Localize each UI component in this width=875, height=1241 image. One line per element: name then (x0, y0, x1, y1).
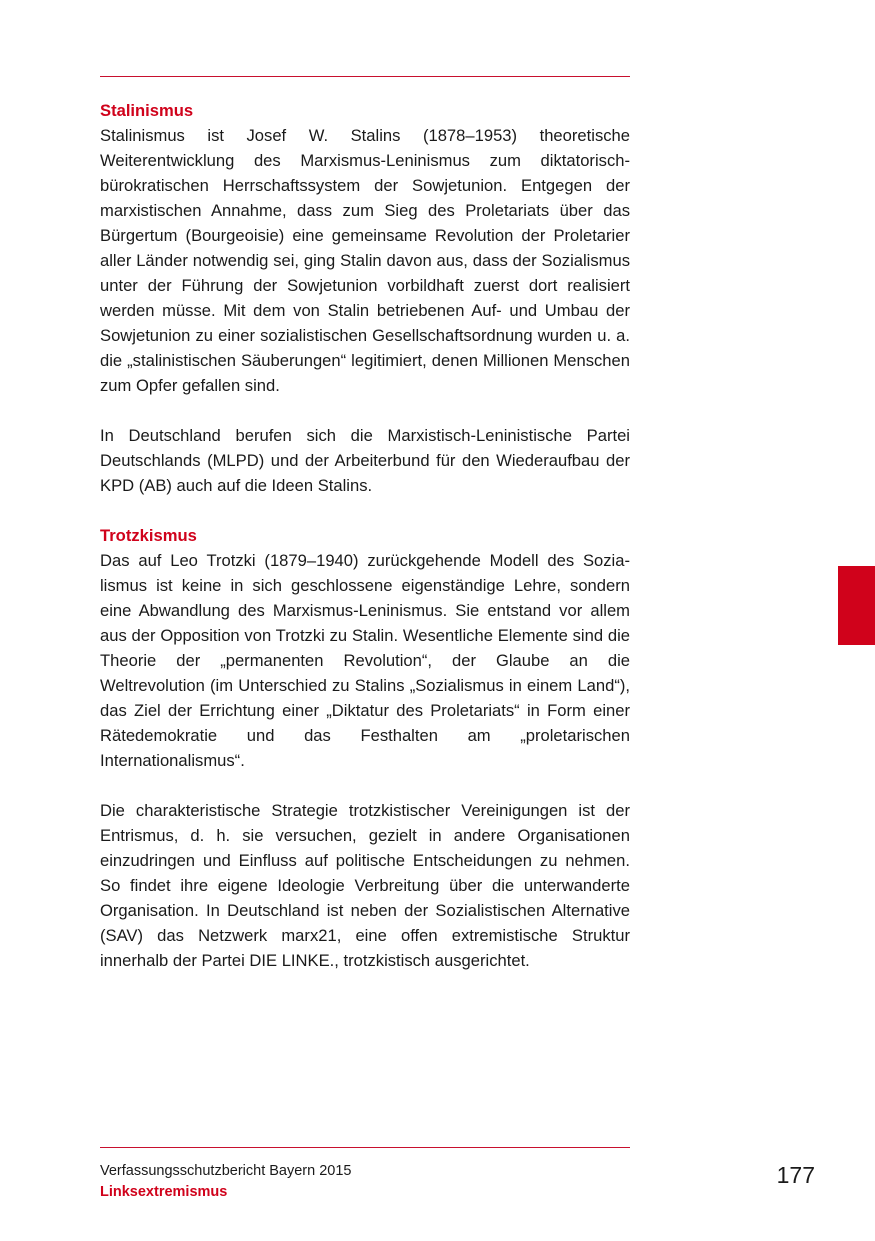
section-heading-trotzkismus: Trotzkismus (100, 526, 197, 545)
top-divider (100, 76, 630, 77)
footer-section-label: Linksextremismus (100, 1184, 228, 1200)
footer-publication-title: Verfassungsschutzbericht Bayern 2015 (100, 1163, 352, 1179)
main-content (100, 98, 630, 973)
paragraph-stalinismus-2: In Deutschland berufen sich die Marxistisch-Leninistische Partei Deutschlands (MLPD) und der Arbeiterbund für den Wiederaufbau der KPD (AB) auch auf die Ideen Stalins. (100, 426, 630, 495)
bottom-divider (100, 1147, 630, 1148)
section-heading-stalinismus: Stalinismus (100, 101, 194, 120)
page-number: 177 (776, 1162, 815, 1188)
paragraph-trotzkismus-1: Das auf Leo Trotzki (1879–1940) zurückgehende Modell des Sozialismus ist keine in sich geschlossene eigenständige Lehre, sondern eine Abwandlung des Marxismus-Leninismus. Sie entstand vor allem aus der Opposition von Trotzki zu Stalin. Wesentliche Elemente sind die Theorie der „permanenten Revolution“, der Glaube an die Weltrevolution (im Unterschied zu Stalins „Sozialismus in einem Land“), das Ziel der Errichtung einer „Diktatur des Proletariats“ in Form einer Rätedemokratie und das Festhalten am „proletarischen Internationalismus“. (100, 551, 630, 770)
chapter-marker-tab (838, 566, 875, 645)
paragraph-stalinismus-1: Stalinismus ist Josef W. Stalins (1878–1953) theoretische Weiterentwicklung des Marxismus-Leninismus zum diktatorisch-bürokratischen Herrschaftssystem der Sowjetunion. Entgegen der marxistischen Annahme, dass zum Sieg des Proletariats über das Bürgertum (Bourgeoisie) eine gemeinsame Revolution der Proletarier aller Länder notwendig sei, ging Stalin davon aus, dass der Sozialismus unter der Führung der Sowjetunion vorbildhaft zuerst dort realisiert werden müsse. Mit dem von Stalin betriebenen Auf- und Umbau der Sowjetunion zu einer sozialistischen Gesellschaftsordnung wurden u. a. die „stalinistischen Säuberungen“ legitimiert, denen Millionen Menschen zum Opfer gefallen sind. (100, 126, 630, 395)
paragraph-trotzkismus-2: Die charakteristische Strategie trotzkistischer Vereinigungen ist der Entrismus, d. h. sie versuchen, gezielt in andere Organisationen einzudringen und Einfluss auf politische Entscheidungen zu nehmen. So findet ihre eigene Ideologie Verbreitung über die unterwanderte Organisation. In Deutschland ist neben der Sozialistischen Alternative (SAV) das Netzwerk marx21, eine offen extremistische Struktur innerhalb der Partei DIE LINKE., trotzkistisch ausgerichtet. (100, 801, 630, 970)
